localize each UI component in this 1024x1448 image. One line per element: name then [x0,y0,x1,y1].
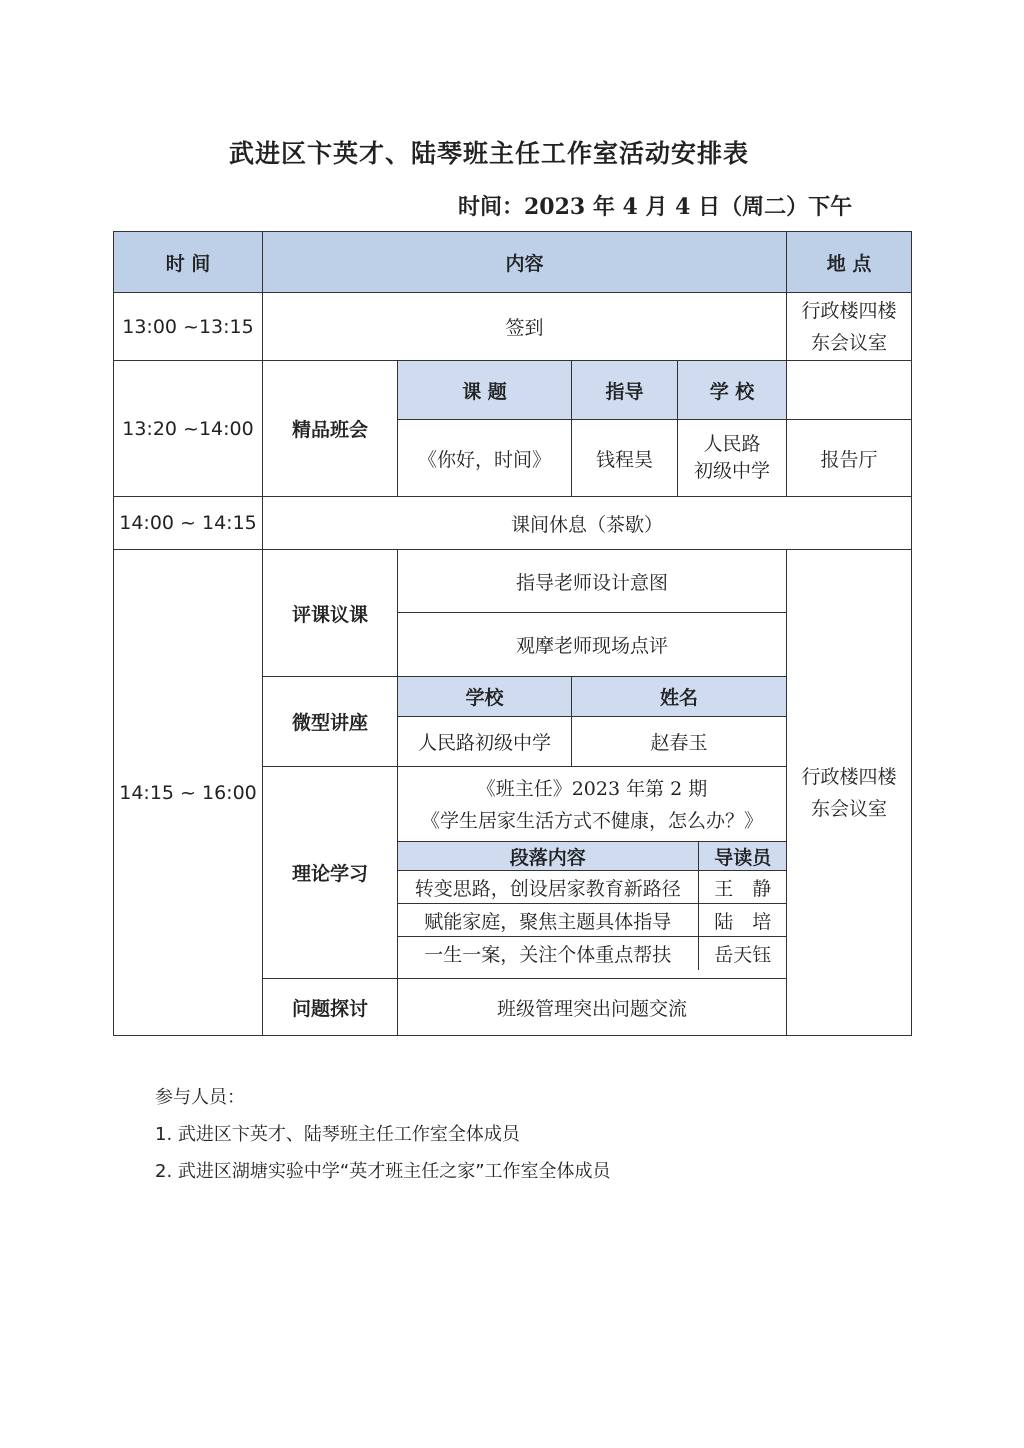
lecture-name: 赵春玉 [572,717,787,767]
topic-cell: 《你好，时间》 [398,420,572,497]
location-cell: 报告厅 [787,420,912,497]
school-line: 初级中学 [694,460,771,482]
col-name: 姓名 [572,677,787,717]
category-cell: 评课议课 [263,550,398,677]
lecture-school: 人民路初级中学 [398,717,572,767]
reader-cell: 王 静 [698,871,787,904]
location-empty-cell [787,361,912,420]
category-cell: 微型讲座 [263,677,398,767]
location-line: 东会议室 [811,331,888,354]
theory-cell [398,767,787,979]
location-line: 东会议室 [811,797,888,820]
guide-cell: 钱程昊 [572,420,678,497]
reading-row [398,904,787,937]
location-cell [787,550,912,1036]
header-time: 时 间 [114,232,263,293]
table-row [114,361,912,420]
time-cell: 13:00 ~13:15 [114,293,263,361]
school-line: 人民路 [703,433,761,455]
col-topic: 课 题 [398,361,572,420]
category-cell: 理论学习 [263,767,398,979]
paragraph-cell: 转变思路，创设居家教育新路径 [398,871,698,904]
theory-line: 《学生居家生活方式不健康，怎么办？》 [421,810,764,832]
eval-item: 指导老师设计意图 [398,550,787,613]
title-text: 武进区卞英才、陆琴班主任工作室活动安排表 [228,139,749,168]
location-line: 行政楼四楼 [801,765,897,788]
col-reader: 导读员 [698,842,787,871]
reading-table [398,841,787,970]
col-school: 学 校 [678,361,787,420]
col-school: 学校 [398,677,572,717]
eval-item: 观摩老师现场点评 [398,613,787,677]
theory-line: 《班主任》2023 年第 2 期 [476,778,708,800]
table-row [114,497,912,550]
content-cell: 签到 [263,293,787,361]
reader-cell: 陆 培 [698,904,787,937]
header-location: 地 点 [787,232,912,293]
reading-row [398,937,787,970]
table-header-row [114,232,912,293]
content-cell: 课间休息（茶歇） [263,497,912,550]
participants-label: 参与人员： [155,1087,245,1108]
paragraph-cell: 赋能家庭，聚焦主题具体指导 [398,904,698,937]
reading-row [398,871,787,904]
schedule-table [113,231,912,1036]
participant-item: 1. 武进区卞英才、陆琴班主任工作室全体成员 [155,1124,520,1145]
time-cell: 14:15 ~ 16:00 [114,550,263,1036]
location-line: 行政楼四楼 [801,299,897,322]
schedule-date: 时间：2023 年 4 月 4 日（周二）下午 [458,194,853,220]
discussion-content: 班级管理突出问题交流 [398,979,787,1036]
table-row [114,293,912,361]
paragraph-cell: 一生一案，关注个体重点帮扶 [398,937,698,970]
reading-header-row [398,842,787,871]
participant-item: 2. 武进区湖塘实验中学“英才班主任之家”工作室全体成员 [155,1161,611,1182]
col-paragraph: 段落内容 [398,842,698,871]
page-title [0,134,1024,170]
time-cell: 13:20 ~14:00 [114,361,263,497]
reader-cell: 岳天钰 [698,937,787,970]
time-cell: 14:00 ~ 14:15 [114,497,263,550]
theory-heading [398,767,786,841]
table-row [114,550,912,613]
header-content: 内容 [263,232,787,293]
category-cell: 问题探讨 [263,979,398,1036]
participants-section [155,1084,611,1195]
category-cell: 精品班会 [263,361,398,497]
location-cell [787,293,912,361]
col-guide: 指导 [572,361,678,420]
school-cell [678,420,787,497]
